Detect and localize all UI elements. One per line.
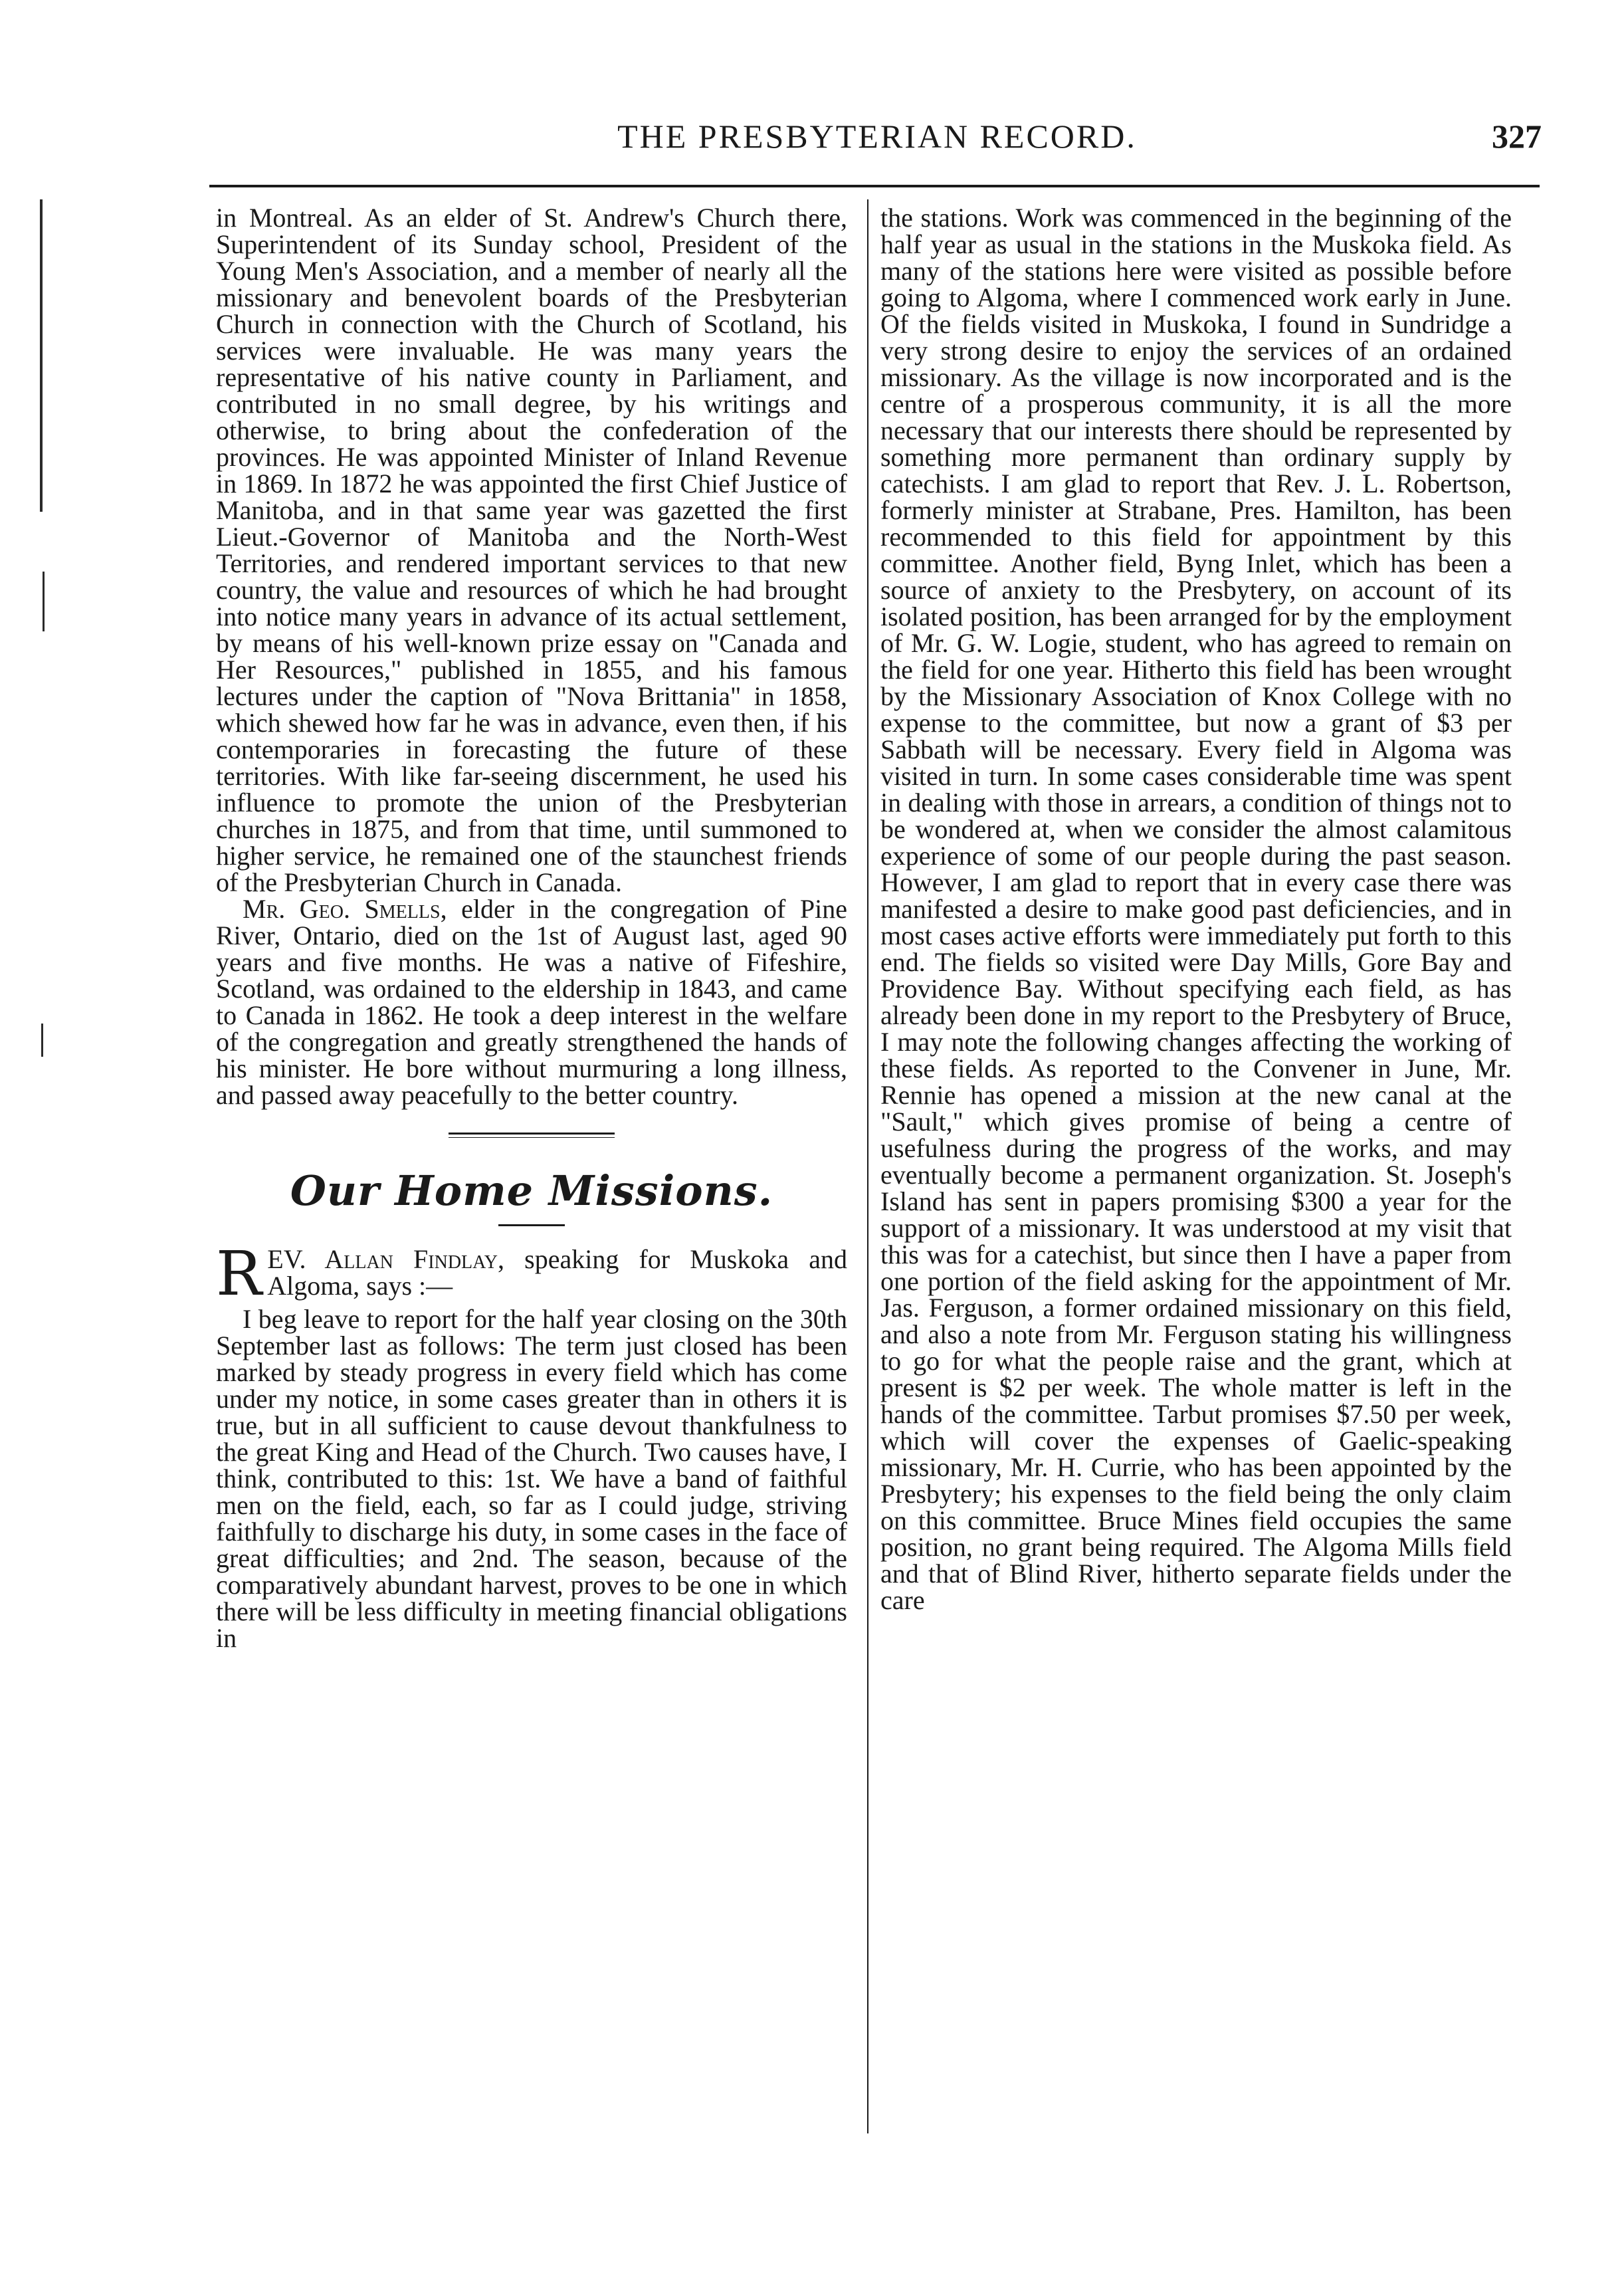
column-divider	[867, 199, 868, 2133]
obituary-text: elder in the congregation of Pine River, Ontario, died on the 1st of August last, aged 90 years and five months. He was a native of Fifeshire, Scotland, was ordained to the eldership in 1843, and came to Canada in 1862. He took a deep interest in the welfare of the congregation and greatly strengthened the hands of his minister. He bore without murmuring a long illness, and passed away peacefully to the better country.	[216, 894, 847, 1110]
report-paragraph: I beg leave to report for the half year closing on the 30th September last as follows: The term just closed has been marked by steady progress in every field which has come under my notice, in some cases greater than in others it is true, but in all sufficient to cause devout thankfulness to the great King and Head of the Church. Two causes have, I think, contributed to this: 1st. We have a band of faithful men on the field, each, so far as I could judge, striving faithfully to discharge his duty, in some cases in the face of great difficulties; and 2nd. The season, because of the comparatively abundant harvest, proves to be one in which there will be less difficulty in meeting financial obligations in	[216, 1304, 847, 1653]
heading-underline	[498, 1224, 565, 1226]
speaker-name: EV. Allan Findlay,	[267, 1244, 505, 1274]
scan-margin-mark	[41, 1024, 43, 1057]
obituary-paragraph: in Montreal. As an elder of St. Andrew's Church there, Superintendent of its Sunday school, President of the Young Men's Association, and a member of nearly all the missionary and benevolent boards of the Presbyterian Church in connection with the Church of Scotland, his services were invaluable. He was many years the representative of his native county in Parliament, and contributed in no small degree, by his writings and otherwise, to bring about the confederation of the provinces. He was appointed Minister of Inland Revenue in 1869. In 1872 he was appointed the first Chief Justice of Manitoba, and in that same year was gazetted the first Lieut.-Governor of Manitoba and the North-West Territories, and rendered important services to that new country, the value and resources of which he had brought into notice many years in advance of its actual settlement, by means of his well-known prize essay on "Canada and Her Resources," published in 1855, and his famous lectures under the caption of "Nova Brittania" in 1858, which shewed how far he was in advance, even then, if his contemporaries in forecasting the future of these territories. With like far-seeing discernment, he used his influence to promote the union of the Presbyterian churches in 1875, and from that time, until summoned to higher service, he remained one of the staunchest friends of the Presbyterian Church in Canada.	[216, 205, 847, 897]
report-continuation: the stations. Work was commenced in the beginning of the half year as usual in the stations in the Muskoka field. As many of the stations here were visited as possible before going to Algoma, where I commenced work early in June. Of the fields visited in Muskoka, I found in Sundridge a very strong desire to enjoy the services of an ordained missionary. As the village is now incorporated and is the centre of a prosperous community, it is all the more necessary that our interests there should be represented by something more permanent than ordinary supply by catechists. I am glad to report that Rev. J. L. Robertson, formerly minister at Strabane, Pres. Hamilton, has been recommended to this field for appointment by this committee. Another field, Byng Inlet, which has been a source of anxiety to the Presbytery, on account of its isolated position, has been arranged for by the employment of Mr. G. W. Logie, student, who has agreed to remain on the field for one year. Hitherto this field has been wrought by the Missionary Association of Knox College with no expense to the committee, but now a grant of $3 per Sabbath will be necessary. Every field in Algoma was visited in turn. In some cases considerable time was spent in dealing with those in arrears, a condition of things not to be wondered at, when we consider the almost calamitous experience of some of our people during the past season. However, I am glad to report that in every case there was manifested a desire to make good past deficiencies, and in most cases active efforts were immediately put forth to this end. The fields so visited were Day Mills, Gore Bay and Providence Bay. Without specifying each field, as has already been done in my report to the Presbytery of Bruce, I may note the following changes affecting the working of these fields. As reported to the Convener in June, Mr. Rennie has opened a mission at the new canal at the "Sault," which gives promise of being a centre of usefulness during the progress of the works, and may eventually become a permanent organization. St. Joseph's Island has sent in papers promising $300 a year for the support of a missionary. It was understood at my visit that this was for a catechist, but since then I have a paper from one portion of the field asking for the appointment of Mr. Jas. Ferguson, a former ordained missionary on this field, and also a note from Mr. Ferguson stating his willingness to go for what the people raise and the grant, which at present is $2 per week. The whole matter is left in the hands of the committee. Tarbut promises $7.50 per week, which will cover the expenses of Gaelic-speaking missionary, Mr. H. Currie, who has been appointed by the Presbytery; his expenses to the field being the only claim on this committee. Bruce Mines field occupies the same position, no grant being required. The Algoma Mills field and that of Blind River, hitherto separate fields under the care	[880, 205, 1512, 1615]
scan-margin-mark	[40, 199, 43, 512]
speaker-intro	[216, 1238, 847, 1309]
speaker-text: speaking for Muskoka and Algoma, says :—	[267, 1244, 847, 1301]
section-heading: Our Home Missions.	[290, 1166, 773, 1215]
obituary-name: Mr. Geo. Smells,	[243, 894, 447, 924]
scan-margin-mark	[43, 572, 45, 631]
left-column	[216, 205, 847, 2132]
section-divider	[449, 1133, 615, 1138]
drop-cap: R	[216, 1238, 262, 1309]
obituary-paragraph-smells	[216, 896, 847, 1109]
header-rule	[209, 185, 1540, 187]
right-column	[880, 205, 1512, 2132]
page-number: 327	[1492, 118, 1542, 155]
page-title: THE PRESBYTERIAN RECORD.	[617, 118, 1137, 155]
running-head	[213, 116, 1542, 163]
